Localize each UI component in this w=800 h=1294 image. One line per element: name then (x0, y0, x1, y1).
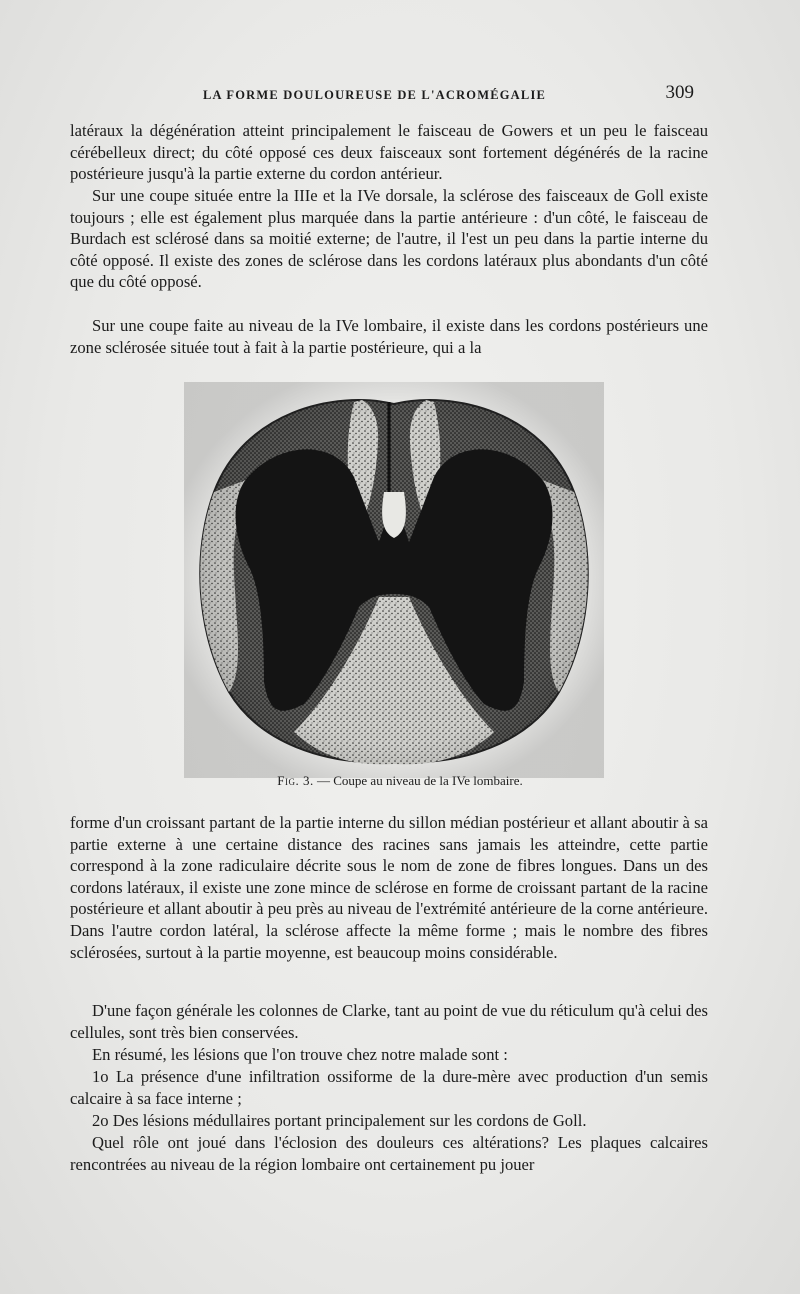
paragraph-1: latéraux la dégénération atteint principalement le faisceau de Gowers et un peu le faisceau cérébelleux direct; du côté opposé ces deux faisceaux sont fortement dégénérés de la racine postérieure jusqu'à la partie externe du cordon antérieur. (70, 121, 708, 184)
running-title: LA FORME DOULOUREUSE DE L'ACROMÉGALIE (203, 88, 547, 102)
figure-caption (0, 773, 800, 789)
spinal-cord-section-figure (184, 382, 604, 778)
paragraph-8: 2o Des lésions médullaires portant principalement sur les cordons de Goll. (92, 1111, 587, 1130)
paragraph-4: forme d'un croissant partant de la partie interne du sillon médian postérieur et allant aboutir à sa partie externe à une certaine distance des racines sans jamais les atteindre, cette partie correspond à la zone radiculaire décrite sous le nom de zone de fibres longues. Dans un des cordons latéraux, il existe une zone mince de sclérose en forme de croissant partant de la racine postérieure et allant aboutir à peu près au niveau de l'extrémité antérieure de la corne antérieure. Dans l'autre cordon latéral, la sclérose affecte la même forme ; mais le nombre des fibres sclérosées, surtout à la partie moyenne, est beaucoup moins considérable. (70, 813, 708, 962)
paragraph-9: Quel rôle ont joué dans l'éclosion des douleurs ces altérations? Les plaques calcaires rencontrées au niveau de la région lombaire ont certainement pu jouer (70, 1133, 708, 1174)
paragraph-2: Sur une coupe située entre la IIIe et la IVe dorsale, la sclérose des faisceaux de Goll existe toujours ; elle est également plus marquée dans la partie antérieure : d'un côté, le faisceau de Burdach est sclérosé dans sa moitié externe; de l'autre, il l'est un peu dans la partie interne du côté opposé. Il existe des zones de sclérose dans les cordons latéraux plus abondants d'un côté que du côté opposé. (70, 186, 708, 292)
figure-label: Fig. 3. (277, 773, 314, 788)
spinal-cord-illustration (184, 382, 604, 778)
paragraph-6: En résumé, les lésions que l'on trouve chez notre malade sont : (92, 1045, 508, 1064)
page-header (70, 82, 710, 110)
paragraph-7: 1o La présence d'une infiltration ossiforme de la dure-mère avec production d'un semis calcaire à sa face interne ; (70, 1067, 708, 1108)
paragraph-5: D'une façon générale les colonnes de Clarke, tant au point de vue du réticulum qu'à celui des cellules, sont très bien conservées. (70, 1001, 708, 1042)
page-number: 309 (665, 82, 694, 103)
figure-caption-text: — Coupe au niveau de la IVe lombaire. (316, 773, 523, 788)
paragraph-3: Sur une coupe faite au niveau de la IVe lombaire, il existe dans les cordons postérieurs une zone sclérosée située tout à fait à la partie postérieure, qui a la (70, 316, 708, 357)
